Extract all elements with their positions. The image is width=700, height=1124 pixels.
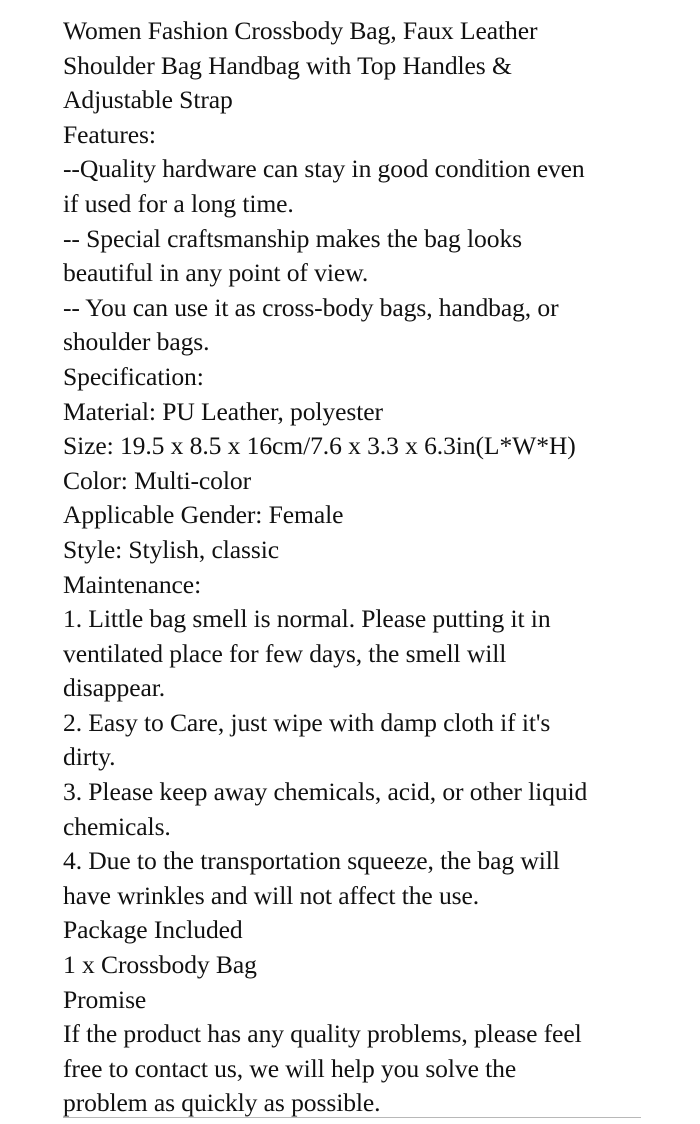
spec-color: Color: Multi-color [63,465,252,495]
spec-material: Material: PU Leather, polyester [63,396,383,426]
promise-line-2: free to contact us, we will help you solve the [63,1053,517,1083]
maintenance-3-line-1: 3. Please keep away chemicals, acid, or other liquid [63,777,588,807]
title-line-2: Shoulder Bag Handbag with Top Handles & [63,50,512,80]
feature-1-line-1: --Quality hardware can stay in good condition even [63,154,585,184]
title-line-1: Women Fashion Crossbody Bag, Faux Leather [63,16,538,45]
maintenance-1-line-1: 1. Little bag smell is normal. Please putting it in [63,604,551,634]
promise-heading: Promise [63,984,147,1014]
feature-1-line-2: if used for a long time. [63,188,294,218]
maintenance-4-line-2: have wrinkles and will not affect the use. [63,880,480,910]
maintenance-2-line-1: 2. Easy to Care, just wipe with damp cloth if it's [63,707,551,737]
spec-gender: Applicable Gender: Female [63,500,344,530]
package-item: 1 x Crossbody Bag [63,950,257,980]
spec-style: Style: Stylish, classic [63,534,279,564]
title-line-3: Adjustable Strap [63,85,233,115]
bottom-divider [63,1117,641,1118]
feature-3-line-1: -- You can use it as cross-body bags, handbag, or [63,292,559,322]
specification-heading: Specification: [63,361,204,391]
spec-size: Size: 19.5 x 8.5 x 16cm/7.6 x 3.3 x 6.3in(L*W*H) [63,431,576,461]
features-heading: Features: [63,119,156,149]
maintenance-2-line-2: dirty. [63,742,116,772]
promise-line-1: If the product has any quality problems, please feel [63,1019,582,1049]
maintenance-3-line-2: chemicals. [63,811,171,841]
feature-2-line-1: -- Special craftsmanship makes the bag looks [63,223,522,253]
promise-line-3: problem as quickly as possible. [63,1088,381,1118]
feature-3-line-2: shoulder bags. [63,327,210,357]
package-heading: Package Included [63,915,243,945]
maintenance-1-line-2: ventilated place for few days, the smell will [63,638,507,668]
maintenance-heading: Maintenance: [63,569,202,599]
product-description [63,14,693,1121]
maintenance-1-line-3: disappear. [63,673,166,703]
maintenance-4-line-1: 4. Due to the transportation squeeze, the bag will [63,846,560,876]
feature-2-line-2: beautiful in any point of view. [63,258,369,288]
